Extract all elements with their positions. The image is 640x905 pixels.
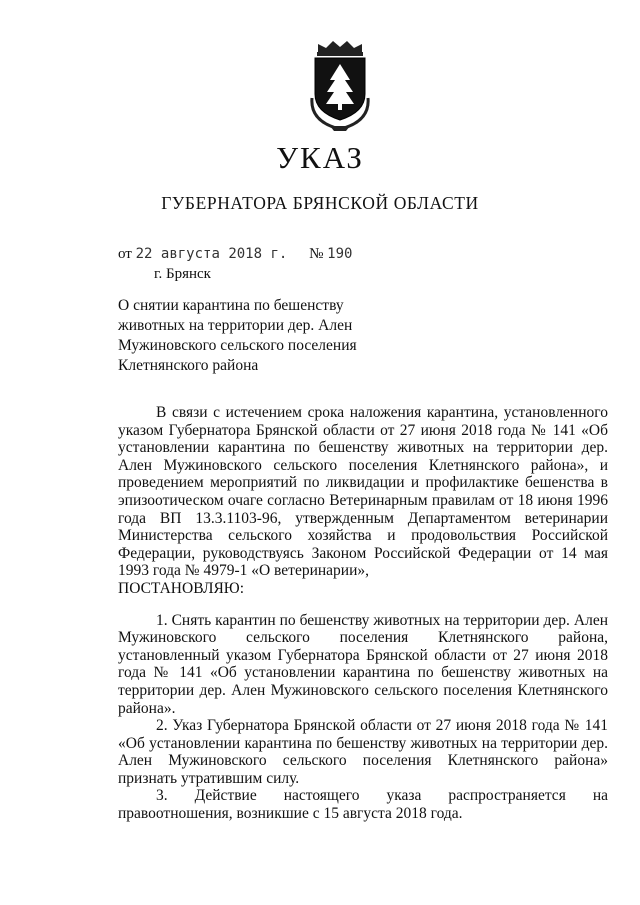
subject-line: животных на территории дер. Ален [118,317,353,334]
subject-block [118,296,363,376]
subject-line: Клетнянского района [118,357,259,374]
subject-line: О снятии карантина по бешенству [118,297,344,314]
coat-of-arms-icon [300,38,380,132]
date-line [118,246,352,263]
document-body [118,404,608,823]
decree-item-3: 3. Действие настоящего указа распространяется на правоотношения, возникшие с 15 августа 2018 года. [118,787,608,823]
decree-word: ПОСТАНОВЛЯЮ: [118,579,245,597]
preamble-paragraph: В связи с истечением срока наложения карантина, установленного указом Губернатора Брянской области от 27 июня 2018 года № 141 «Об установлении карантина по бешенству животных на территории дер. Ален Мужиновского сельского поселения Клетнянского района», и проведением мероприятий по ликвидации и профилактике бешенства в эпизоотическом очаге согласно Ветеринарным правилам от 18 июня 1996 года ВП 13.3.1103-96, утвержденным Департаментом ветеринарии Министерства сельского хозяйства и продовольствия Российской Федерации, руководствуясь Законом Российской Федерации от 14 мая 1993 года № 4979-1 «О ветеринарии», [118,404,608,580]
decree-item-2: 2. Указ Губернатора Брянской области от 27 июня 2018 года № 141 «Об установлении карантина по бешенству животных на территории дер. Ален Мужиновского сельского поселения Клетнянского района» признать утратившим силу. [118,717,608,787]
decree-item-1: 1. Снять карантин по бешенству животных на территории дер. Ален Мужиновского сельского поселения Клетнянского района, установленный указом Губернатора Брянской области от 27 июня 2018 года № 141 «Об установлении карантина по бешенству животных на территории дер. Ален Мужиновского сельского поселения Клетнянского района». [118,611,608,717]
date-prefix: от [118,246,132,262]
subject-line: Мужиновского сельского поселения [118,337,357,354]
date-value: 22 августа 2018 г. [135,246,288,262]
number-value: 190 [327,246,353,262]
city-label: г. Брянск [154,266,211,282]
document-title: УКАЗ [276,140,364,175]
document-subtitle: ГУБЕРНАТОРА БРЯНСКОЙ ОБЛАСТИ [161,193,479,213]
number-prefix: № [309,246,324,262]
